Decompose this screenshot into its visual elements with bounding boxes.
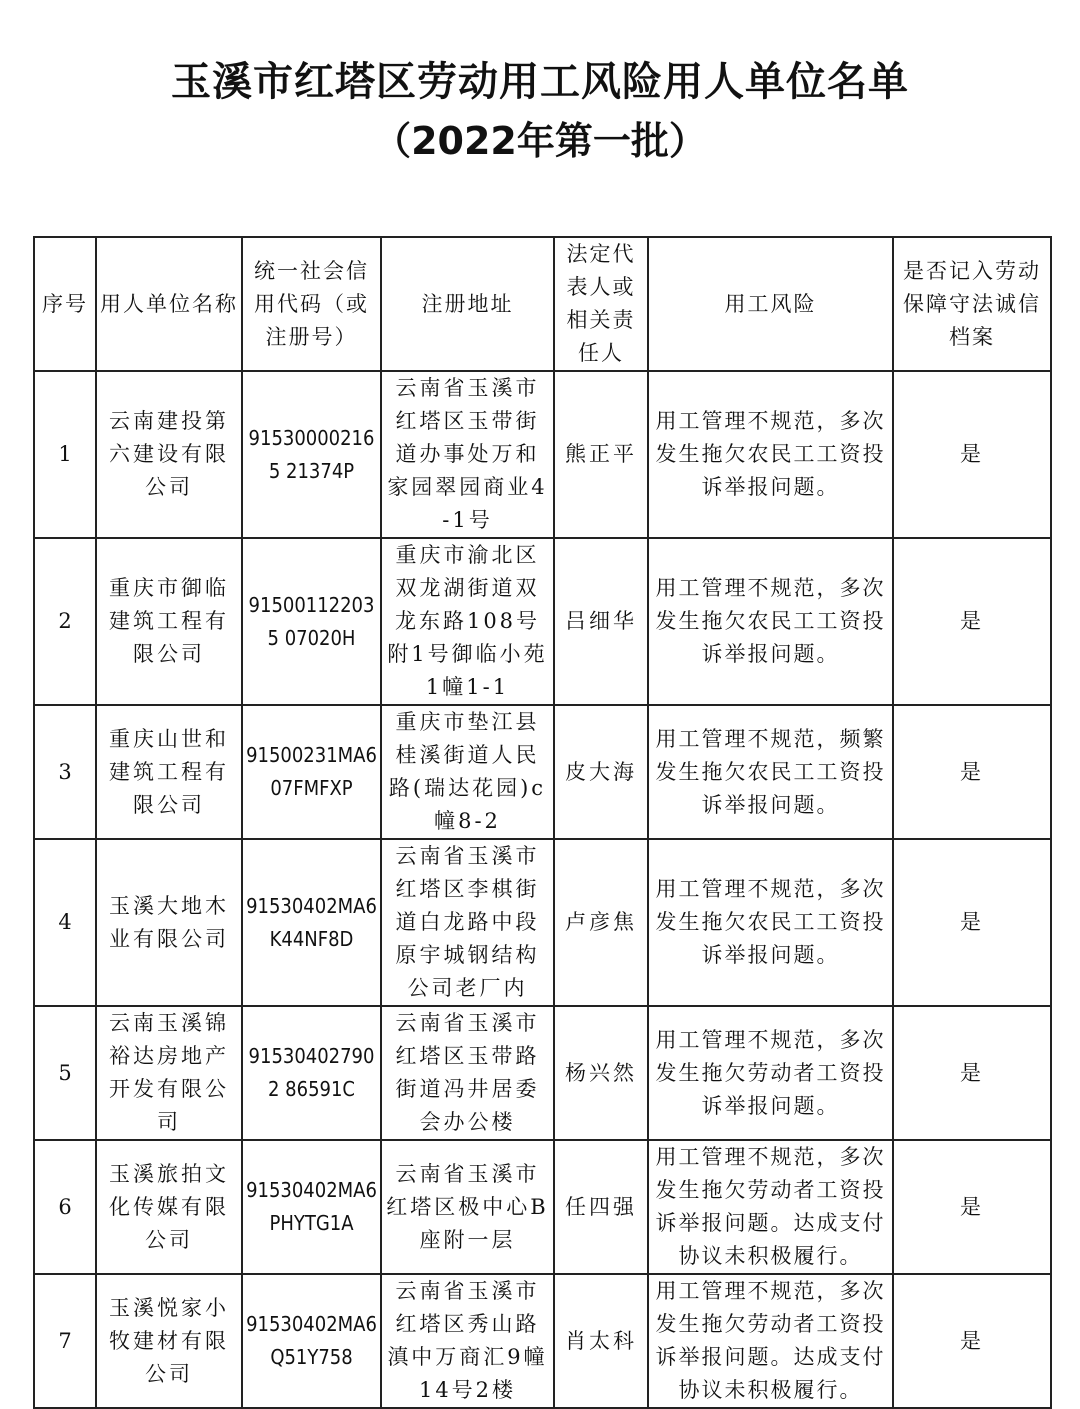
row-record: 是	[893, 371, 1051, 538]
col-header-code: 统一社会信用代码（或注册号）	[242, 237, 381, 371]
col-header-address: 注册地址	[381, 237, 554, 371]
row-record: 是	[893, 538, 1051, 705]
row-risk: 用工管理不规范，多次发生拖欠劳动者工资投诉举报问题。	[648, 1006, 893, 1140]
row-person: 皮大海	[554, 705, 648, 839]
row-address: 云南省玉溪市红塔区玉带街道办事处万和家园翠园商业4-1号	[381, 371, 554, 538]
row-code: 915304027902 86591C	[242, 1006, 381, 1140]
col-header-person: 法定代表人或相关责任人	[554, 237, 648, 371]
row-risk: 用工管理不规范，多次发生拖欠农民工工资投诉举报问题。	[648, 538, 893, 705]
row-person: 熊正平	[554, 371, 648, 538]
row-name: 玉溪悦家小牧建材有限公司	[96, 1274, 242, 1408]
row-address: 云南省玉溪市红塔区李棋街道白龙路中段原宇城钢结构公司老厂内	[381, 839, 554, 1006]
row-code: 91500231MA607FMFXP	[242, 705, 381, 839]
row-address: 云南省玉溪市红塔区玉带路街道冯井居委会办公楼	[381, 1006, 554, 1140]
row-name: 玉溪旅拍文化传媒有限公司	[96, 1140, 242, 1274]
table-row	[34, 1140, 1051, 1274]
col-header-no: 序号	[34, 237, 96, 371]
row-risk: 用工管理不规范，多次发生拖欠农民工工资投诉举报问题。	[648, 371, 893, 538]
row-no: 7	[34, 1274, 96, 1408]
page-title: 玉溪市红塔区劳动用工风险用人单位名单	[171, 59, 909, 105]
row-code: 915300002165 21374P	[242, 371, 381, 538]
row-address: 云南省玉溪市红塔区秀山路滇中万商汇9幢14号2楼	[381, 1274, 554, 1408]
row-record: 是	[893, 1140, 1051, 1274]
table-row	[34, 839, 1051, 1006]
row-person: 杨兴然	[554, 1006, 648, 1140]
row-name: 重庆市御临建筑工程有限公司	[96, 538, 242, 705]
row-address: 重庆市垫江县桂溪街道人民路(瑞达花园)c幢8-2	[381, 705, 554, 839]
col-header-risk: 用工风险	[648, 237, 893, 371]
table-header-row	[34, 237, 1051, 371]
row-person: 任四强	[554, 1140, 648, 1274]
col-header-name: 用人单位名称	[96, 237, 242, 371]
row-record: 是	[893, 705, 1051, 839]
row-record: 是	[893, 839, 1051, 1006]
row-name: 云南玉溪锦裕达房地产开发有限公司	[96, 1006, 242, 1140]
col-header-record: 是否记入劳动保障守法诚信档案	[893, 237, 1051, 371]
row-risk: 用工管理不规范，多次发生拖欠劳动者工资投诉举报问题。达成支付协议未积极履行。	[648, 1274, 893, 1408]
table-row	[34, 538, 1051, 705]
row-code: 91530402MA6PHYTG1A	[242, 1140, 381, 1274]
row-person: 吕细华	[554, 538, 648, 705]
row-no: 4	[34, 839, 96, 1006]
row-person: 肖太科	[554, 1274, 648, 1408]
row-address: 重庆市渝北区双龙湖街道双龙东路108号附1号御临小苑1幢1-1	[381, 538, 554, 705]
row-no: 3	[34, 705, 96, 839]
row-code: 91530402MA6K44NF8D	[242, 839, 381, 1006]
risk-employer-table	[33, 236, 1052, 1409]
table-row	[34, 371, 1051, 538]
row-no: 6	[34, 1140, 96, 1274]
row-no: 2	[34, 538, 96, 705]
row-code: 915001122035 07020H	[242, 538, 381, 705]
row-record: 是	[893, 1274, 1051, 1408]
table-row	[34, 1006, 1051, 1140]
row-risk: 用工管理不规范，多次发生拖欠农民工工资投诉举报问题。	[648, 839, 893, 1006]
table-row	[34, 1274, 1051, 1408]
table-row	[34, 705, 1051, 839]
row-name: 云南建投第六建设有限公司	[96, 371, 242, 538]
row-address: 云南省玉溪市红塔区极中心B座附一层	[381, 1140, 554, 1274]
row-name: 玉溪大地木业有限公司	[96, 839, 242, 1006]
row-no: 5	[34, 1006, 96, 1140]
row-name: 重庆山世和建筑工程有限公司	[96, 705, 242, 839]
row-record: 是	[893, 1006, 1051, 1140]
row-risk: 用工管理不规范，多次发生拖欠劳动者工资投诉举报问题。达成支付协议未积极履行。	[648, 1140, 893, 1274]
row-person: 卢彦焦	[554, 839, 648, 1006]
row-no: 1	[34, 371, 96, 538]
row-code: 91530402MA6Q51Y758	[242, 1274, 381, 1408]
page-subtitle: （2022年第一批）	[373, 119, 707, 163]
row-risk: 用工管理不规范，频繁发生拖欠农民工工资投诉举报问题。	[648, 705, 893, 839]
